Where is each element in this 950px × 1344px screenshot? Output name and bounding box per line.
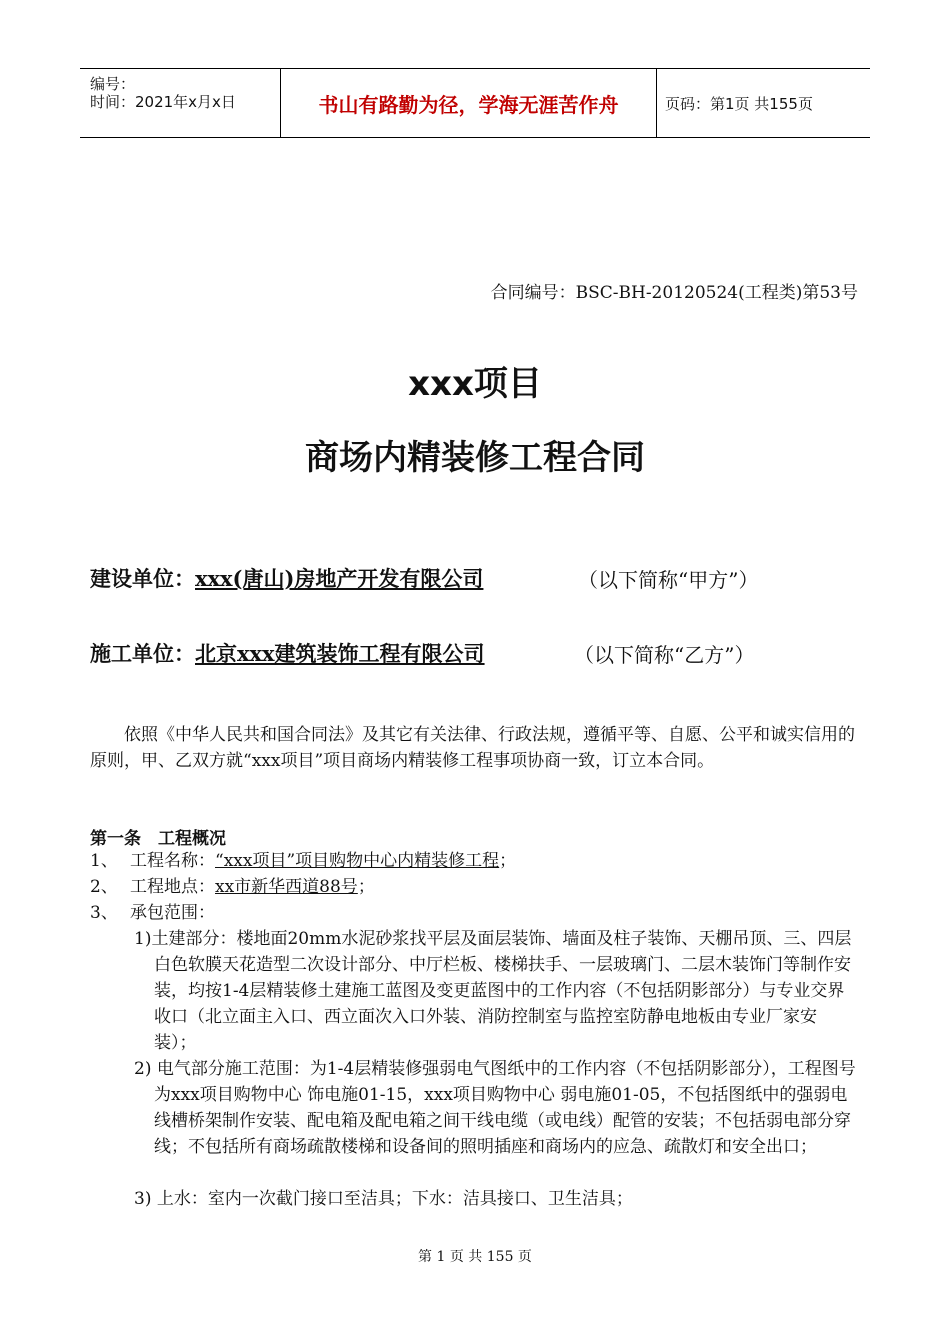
item-1-number: 1、	[90, 851, 118, 871]
item-2-number: 2、	[90, 877, 118, 897]
header-table	[80, 68, 870, 138]
item-2-label: 工程地点：	[130, 877, 215, 897]
item-3-number: 3、	[90, 903, 118, 923]
page-footer: 第 1 页 共 155 页	[418, 1249, 532, 1265]
item-3-label: 承包范围：	[130, 903, 215, 923]
contract-number: 合同编号：BSC-BH-20120524(工程类)第53号	[490, 283, 858, 303]
header-meta-cell	[80, 69, 281, 137]
item-3	[90, 900, 215, 926]
party-b	[90, 638, 485, 668]
scope-civil: 1)土建部分：楼地面20mm水泥砂浆找平层及面层装饰、墙面及柱子装饰、天棚吊顶、三、四层白色软膜天花造型二次设计部分、中厅栏板、楼梯扶手、一层玻璃门、二层木装饰门等制作安装，均按1-4层精装修土建施工蓝图及变更蓝图中的工作内容（不包括阴影部分）与专业交界收口（北立面主入口、西立面次入口外装、消防控制室与监控室防静电地板由专业厂家安装）；	[134, 929, 852, 1053]
party-b-name: 北京xxx建筑装饰工程有限公司	[195, 641, 485, 666]
item-1-value: “xxx项目”项目购物中心内精装修工程	[215, 851, 500, 871]
header-page-label: 页码：第1页 共155页	[665, 95, 813, 113]
scope-plumbing: 3) 上水：室内一次截门接口至洁具；下水：洁具接口、卫生洁具；	[134, 1189, 633, 1209]
party-a-name: xxx(唐山)房地产开发有限公司	[195, 566, 484, 591]
party-a-label: 建设单位：	[90, 566, 195, 591]
item-2-end: ；	[357, 877, 375, 897]
item-1-end: ；	[499, 851, 517, 871]
party-a-note: （以下简称“甲方”）	[578, 568, 759, 592]
item-1-label: 工程名称：	[130, 851, 215, 871]
time-label: 时间：2021年x月x日	[90, 93, 236, 111]
serial-label: 编号：	[90, 75, 136, 93]
party-b-note: （以下简称“乙方”）	[574, 643, 755, 667]
item-2	[90, 874, 375, 900]
scope-electrical: 2) 电气部分施工范围：为1-4层精装修强弱电气图纸中的工作内容（不包括阴影部分），工程图号为xxx项目购物中心 饰电施01-15，xxx项目购物中心 弱电施01-05，不包括图纸中的强弱电线槽桥架制作安装、配电箱及配电箱之间干线电缆（或电线）配管的安装；不包括弱电部分穿线；不包括所有商场疏散楼梯和设备间的照明插座和商场内的应急、疏散灯和安全出口；	[134, 1059, 856, 1157]
party-b-label: 施工单位：	[90, 641, 195, 666]
item-2-value: xx市新华西道88号	[215, 877, 358, 897]
section-1-title: 第一条 工程概况	[90, 829, 226, 849]
title-contract: 商场内精装修工程合同	[305, 438, 645, 478]
header-motto: 书山有路勤为径，学海无涯苦作舟	[281, 69, 657, 137]
party-a	[90, 563, 483, 593]
title-project: xxx项目	[408, 364, 542, 404]
intro-paragraph: 依照《中华人民共和国合同法》及其它有关法律、行政法规，遵循平等、自愿、公平和诚实信用的原则，甲、乙双方就“xxx项目”项目商场内精装修工程事项协商一致，订立本合同。	[90, 725, 855, 771]
item-1	[90, 848, 516, 874]
